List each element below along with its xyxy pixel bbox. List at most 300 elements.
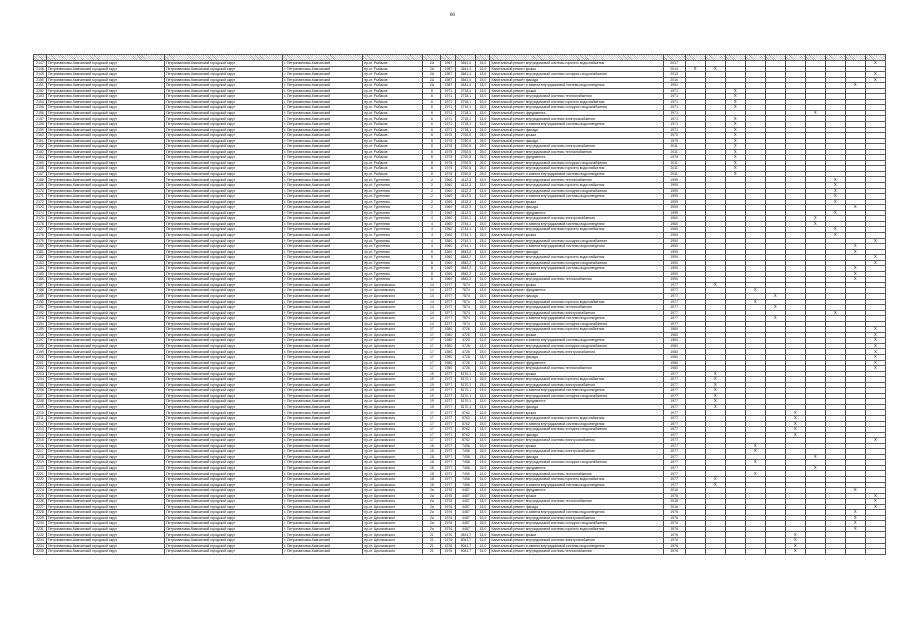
period-mark-cell: X [725, 149, 745, 155]
municipality-cell: Петропавловск-Камчатский городской округ [47, 127, 165, 133]
last-repair-year-cell: 1977 [663, 427, 685, 433]
period-mark-cell: X [725, 138, 745, 144]
period-mark-cell: X [725, 160, 745, 166]
house-number-cell: 21 [423, 543, 441, 549]
build-year-cell: 1975 [441, 166, 456, 172]
street-cell: пр-кт. Циолковского [363, 332, 423, 338]
wear-cell: 15,0 [476, 427, 490, 433]
municipality-cell: Петропавловск-Камчатский городской округ [47, 410, 165, 416]
area-cell: 4487 [456, 526, 476, 532]
period-mark-cell: X [705, 404, 725, 410]
settlement-cell: Петропавловск-Камчатский городской округ [165, 460, 283, 466]
repair-type-cell: Капитальный ремонт внутридомовой системы теплоснабжения [490, 366, 663, 372]
house-number-cell: 8 [423, 133, 441, 139]
wear-cell: 15,0 [476, 526, 490, 532]
locality-cell: г. Петропавловск-Камчатский [283, 460, 363, 466]
area-cell: 4726 [456, 360, 476, 366]
build-year-cell: 1976 [441, 538, 456, 544]
house-number-cell: 2а [423, 499, 441, 505]
municipality-cell: Петропавловск-Камчатский городской округ [47, 449, 165, 455]
row-number-cell: 2199 [34, 349, 47, 355]
area-cell: 2760,5 [456, 138, 476, 144]
build-year-cell: 1977 [441, 321, 456, 327]
build-year-cell: 1977 [441, 288, 456, 294]
build-year-cell: 1960 [441, 205, 456, 211]
street-cell: пр-кт. Рыбаков [363, 122, 423, 128]
municipality-cell: Петропавловск-Камчатский городской округ [47, 210, 165, 216]
row-number-cell: 2192 [34, 310, 47, 316]
area-cell: 8762 [456, 438, 476, 444]
row-number-cell: 2187 [34, 282, 47, 288]
repair-type-cell: Капитальный ремонт и замена внутридомовой системы водоотведения [490, 543, 663, 549]
settlement-cell: Петропавловск-Камчатский городской округ [165, 133, 283, 139]
area-cell: 7874 [456, 293, 476, 299]
locality-cell: г. Петропавловск-Камчатский [283, 526, 363, 532]
house-number-cell: 2а [423, 510, 441, 516]
row-number-cell: 2148 [34, 66, 47, 72]
area-cell: 2718,1 [456, 88, 476, 94]
row-number-cell: 2166 [34, 166, 47, 172]
row-number-cell: 2205 [34, 382, 47, 388]
last-repair-year-cell: 1977 [663, 293, 685, 299]
house-number-cell: 2А [423, 61, 441, 67]
municipality-cell: Петропавловск-Камчатский городской округ [47, 122, 165, 128]
locality-cell: г. Петропавловск-Камчатский [283, 166, 363, 172]
street-cell: пр-кт. Рыбаков [363, 99, 423, 105]
house-number-cell: 6 [423, 116, 441, 122]
wear-cell: 15,0 [476, 88, 490, 94]
house-number-cell: 4 [423, 221, 441, 227]
repair-type-cell: Капитальный ремонт внутридомовой системы холодного водоснабжения [490, 427, 663, 433]
row-number-cell: 2169 [34, 183, 47, 189]
area-cell: 4112,3 [456, 183, 476, 189]
repair-type-cell: Капитальный ремонт и замена внутридомовой системы водоотведения [490, 244, 663, 250]
house-number-cell: 6 [423, 122, 441, 128]
wear-cell: 15,0 [476, 305, 490, 311]
wear-cell: 15,0 [476, 488, 490, 494]
area-cell: 2744,1 [456, 244, 476, 250]
period-mark-cell: X [805, 221, 825, 227]
street-cell: пр-кт. Циолковского [363, 388, 423, 394]
build-year-cell: 1960 [441, 194, 456, 200]
area-cell: 4726 [456, 343, 476, 349]
row-number-cell: 2209 [34, 404, 47, 410]
wear-cell: 15,0 [476, 210, 490, 216]
repair-type-cell: Капитальный ремонт фасада [490, 205, 663, 211]
row-number-cell: 2164 [34, 155, 47, 161]
wear-cell: 15,0 [476, 482, 490, 488]
settlement-cell: Петропавловск-Камчатский городской округ [165, 194, 283, 200]
build-year-cell: 1976 [441, 493, 456, 499]
municipality-cell: Петропавловск-Камчатский городской округ [47, 438, 165, 444]
last-repair-year-cell: 1976 [663, 521, 685, 527]
locality-cell: г. Петропавловск-Камчатский [283, 377, 363, 383]
settlement-cell: Петропавловск-Камчатский городской округ [165, 538, 283, 544]
repair-type-cell: Капитальный ремонт внутридомовой системы электроснабжения [490, 216, 663, 222]
repair-type-cell: Капитальный ремонт внутридомовой системы горячего водоснабжения [490, 526, 663, 532]
area-cell: 2744,1 [456, 227, 476, 233]
settlement-cell: Петропавловск-Камчатский городской округ [165, 349, 283, 355]
municipality-cell: Петропавловск-Камчатский городской округ [47, 177, 165, 183]
last-repair-year-cell: 1975 [663, 155, 685, 161]
street-cell: пр-кт. Циолковского [363, 449, 423, 455]
period-mark-cell: X [745, 471, 765, 477]
area-cell: 2718,1 [456, 94, 476, 100]
settlement-cell: Петропавловск-Камчатский городской округ [165, 77, 283, 83]
repair-type-cell: Капитальный ремонт и замена внутридомовой системы водоотведения [490, 122, 663, 128]
last-repair-year-cell: 2011 [663, 149, 685, 155]
settlement-cell: Петропавловск-Камчатский городской округ [165, 210, 283, 216]
build-year-cell: 1977 [441, 305, 456, 311]
area-cell: 5170,1 [456, 388, 476, 394]
municipality-cell: Петропавловск-Камчатский городской округ [47, 432, 165, 438]
build-year-cell: 1971 [441, 127, 456, 133]
period-mark-cell: X [785, 432, 805, 438]
wear-cell: 15,0 [476, 288, 490, 294]
row-number-cell: 2186 [34, 277, 47, 283]
street-cell: пр-кт. Рыбаков [363, 83, 423, 89]
repair-type-cell: Капитальный ремонт внутридомовой системы холодного водоснабжения [490, 460, 663, 466]
area-cell: 3641,4 [456, 77, 476, 83]
repair-type-cell: Капитальный ремонт фундамента [490, 210, 663, 216]
repair-type-cell: Капитальный ремонт внутридомовой системы горячего водоснабжения [490, 227, 663, 233]
municipality-cell: Петропавловск-Камчатский городской округ [47, 421, 165, 427]
row-number-cell: 2230 [34, 521, 47, 527]
build-year-cell: 1977 [441, 388, 456, 394]
build-year-cell: 1975 [441, 155, 456, 161]
street-cell: пр-кт. Циолковского [363, 471, 423, 477]
settlement-cell: Петропавловск-Камчатский городской округ [165, 232, 283, 238]
page-number: 80 [450, 13, 455, 18]
street-cell: пр-кт. Рыбаков [363, 144, 423, 150]
last-repair-year-cell: 1977 [663, 460, 685, 466]
repair-type-cell: Капитальный ремонт крыши [490, 443, 663, 449]
repair-type-cell: Капитальный ремонт внутридомовой системы электроснабжения [490, 349, 663, 355]
street-cell: пр-кт. Циолковского [363, 460, 423, 466]
municipality-cell: Петропавловск-Камчатский городской округ [47, 288, 165, 294]
repair-type-cell: Капитальный ремонт крыши [490, 271, 663, 277]
locality-cell: г. Петропавловск-Камчатский [283, 510, 363, 516]
wear-cell: 15,0 [476, 77, 490, 83]
wear-cell: 15,0 [476, 83, 490, 89]
settlement-cell: Петропавловск-Камчатский городской округ [165, 299, 283, 305]
repair-type-cell: Капитальный ремонт внутридомовой системы электроснабжения [490, 144, 663, 150]
repair-type-cell: Капитальный ремонт и замена внутридомовой системы водоотведения [490, 510, 663, 516]
wear-cell: 25,0 [476, 155, 490, 161]
period-mark-cell: X [705, 66, 725, 72]
build-year-cell: 1975 [441, 160, 456, 166]
area-cell: 7874 [456, 321, 476, 327]
settlement-cell: Петропавловск-Камчатский городской округ [165, 66, 283, 72]
street-cell: пр-кт. Рыбаков [363, 105, 423, 111]
area-cell: 5041,7 [456, 538, 476, 544]
wear-cell: 15,0 [476, 238, 490, 244]
last-repair-year-cell: 1960 [663, 216, 685, 222]
street-cell: пр-кт. Рыбаков [363, 94, 423, 100]
municipality-cell: Петропавловск-Камчатский городской округ [47, 393, 165, 399]
build-year-cell: 1960 [441, 277, 456, 283]
street-cell: пр-кт. Рыбаков [363, 127, 423, 133]
locality-cell: г. Петропавловск-Камчатский [283, 144, 363, 150]
row-number-cell: 2150 [34, 77, 47, 83]
street-cell: пр-кт. Циолковского [363, 521, 423, 527]
street-cell: пр-кт. Циолковского [363, 327, 423, 333]
area-cell: 7456 [456, 454, 476, 460]
wear-cell: 15,0 [476, 110, 490, 116]
build-year-cell: 1977 [441, 449, 456, 455]
street-cell: пр-кт. Циолковского [363, 526, 423, 532]
row-number-cell: 2172 [34, 199, 47, 205]
build-year-cell: 1971 [441, 105, 456, 111]
last-repair-year-cell: 1990 [663, 260, 685, 266]
locality-cell: г. Петропавловск-Камчатский [283, 116, 363, 122]
build-year-cell: 1960 [441, 244, 456, 250]
house-number-cell: 14 [423, 282, 441, 288]
street-cell: пр-кт. Циолковского [363, 282, 423, 288]
row-number-cell: 2147 [34, 61, 47, 67]
row-number-cell: 2222 [34, 477, 47, 483]
municipality-cell: Петропавловск-Камчатский городской округ [47, 366, 165, 372]
settlement-cell: Петропавловск-Камчатский городской округ [165, 504, 283, 510]
row-number-cell: 2208 [34, 399, 47, 405]
row-number-cell: 2228 [34, 510, 47, 516]
municipality-cell: Петропавловск-Камчатский городской округ [47, 266, 165, 272]
locality-cell: г. Петропавловск-Камчатский [283, 327, 363, 333]
period-mark-cell [725, 549, 745, 555]
locality-cell: г. Петропавловск-Камчатский [283, 299, 363, 305]
period-mark-cell: X [845, 271, 865, 277]
locality-cell: г. Петропавловск-Камчатский [283, 133, 363, 139]
house-number-cell: 18 [423, 460, 441, 466]
house-number-cell: 8 [423, 160, 441, 166]
street-cell: пр-кт. Тургенева [363, 177, 423, 183]
wear-cell: 15,0 [476, 61, 490, 67]
municipality-cell: Петропавловск-Камчатский городской округ [47, 360, 165, 366]
wear-cell: 15,0 [476, 349, 490, 355]
area-cell: 4726 [456, 327, 476, 333]
locality-cell: г. Петропавловск-Камчатский [283, 238, 363, 244]
locality-cell: г. Петропавловск-Камчатский [283, 354, 363, 360]
row-number-cell: 2235 [34, 549, 47, 555]
municipality-cell: Петропавловск-Камчатский городской округ [47, 199, 165, 205]
locality-cell: г. Петропавловск-Камчатский [283, 316, 363, 322]
period-mark-cell: X [865, 349, 885, 355]
house-number-cell: 18 [423, 449, 441, 455]
last-repair-year-cell: 1977 [663, 382, 685, 388]
wear-cell: 15,0 [476, 277, 490, 283]
repair-type-cell: Капитальный ремонт внутридомовой системы горячего водоснабжения [490, 299, 663, 305]
repair-type-cell: Капитальный ремонт внутридомовой системы горячего водоснабжения [490, 327, 663, 333]
street-cell: пр-кт. Циолковского [363, 404, 423, 410]
wear-cell: 15,0 [476, 454, 490, 460]
period-mark-cell: X [825, 183, 845, 189]
last-repair-year-cell: 1971 [663, 105, 685, 111]
settlement-cell: Петропавловск-Камчатский городской округ [165, 238, 283, 244]
last-repair-year-cell: 1980 [663, 366, 685, 372]
last-repair-year-cell: 1977 [663, 321, 685, 327]
period-mark-cell: X [845, 266, 865, 272]
settlement-cell: Петропавловск-Камчатский городской округ [165, 166, 283, 172]
wear-cell: 15,0 [476, 443, 490, 449]
settlement-cell: Петропавловск-Камчатский городской округ [165, 199, 283, 205]
build-year-cell: 1977 [441, 427, 456, 433]
wear-cell: 25,0 [476, 138, 490, 144]
period-mark-cell: X [785, 427, 805, 433]
repair-type-cell: Капитальный ремонт фундамента [490, 288, 663, 294]
build-year-cell: 1960 [441, 271, 456, 277]
area-cell: 4112,3 [456, 210, 476, 216]
house-number-cell: 17 [423, 360, 441, 366]
house-number-cell: 18 [423, 482, 441, 488]
house-number-cell: 2 [423, 205, 441, 211]
municipality-cell: Петропавловск-Камчатский городской округ [47, 377, 165, 383]
settlement-cell: Петропавловск-Камчатский городской округ [165, 116, 283, 122]
locality-cell: г. Петропавловск-Камчатский [283, 421, 363, 427]
period-mark-cell: X [745, 460, 765, 466]
wear-cell: 15,0 [476, 260, 490, 266]
street-cell: пр-кт. Тургенева [363, 199, 423, 205]
area-cell: 5170,1 [456, 399, 476, 405]
locality-cell: г. Петропавловск-Камчатский [283, 127, 363, 133]
wear-cell: 15,0 [476, 94, 490, 100]
house-number-cell: 2а [423, 521, 441, 527]
wear-cell: 15,0 [476, 221, 490, 227]
period-mark-cell: X [845, 488, 865, 494]
municipality-cell: Петропавловск-Камчатский городской округ [47, 166, 165, 172]
last-repair-year-cell: 1977 [663, 410, 685, 416]
period-mark-cell: X [725, 127, 745, 133]
street-cell: пр-кт. Рыбаков [363, 72, 423, 78]
municipality-cell: Петропавловск-Камчатский городской округ [47, 477, 165, 483]
municipality-cell: Петропавловск-Камчатский городской округ [47, 105, 165, 111]
repair-type-cell: Капитальный ремонт внутридомовой системы теплоснабжения [490, 499, 663, 505]
house-number-cell: 2 [423, 183, 441, 189]
last-repair-year-cell: 1977 [663, 477, 685, 483]
build-year-cell: 1987 [441, 77, 456, 83]
period-mark-cell: X [825, 194, 845, 200]
repair-type-cell: Капитальный ремонт внутридомовой системы теплоснабжения [490, 471, 663, 477]
area-cell: 7874 [456, 299, 476, 305]
period-mark-cell: X [705, 393, 725, 399]
last-repair-year-cell: 2011 [663, 144, 685, 150]
municipality-cell: Петропавловск-Камчатский городской округ [47, 482, 165, 488]
last-repair-year-cell: 2011 [663, 171, 685, 177]
table-row [34, 549, 886, 555]
row-number-cell: 2203 [34, 371, 47, 377]
repair-type-cell: Капитальный ремонт фасада [490, 77, 663, 83]
last-repair-year-cell: 1990 [663, 271, 685, 277]
municipality-cell: Петропавловск-Камчатский городской округ [47, 343, 165, 349]
settlement-cell: Петропавловск-Камчатский городской округ [165, 443, 283, 449]
house-number-cell: 14 [423, 310, 441, 316]
repair-type-cell: Капитальный ремонт фасада [490, 432, 663, 438]
house-number-cell: 8 [423, 277, 441, 283]
period-mark-cell: X [825, 232, 845, 238]
house-number-cell: 2а [423, 504, 441, 510]
wear-cell: 15,0 [476, 188, 490, 194]
last-repair-year-cell: 1976 [663, 526, 685, 532]
street-cell: пр-кт. Тургенева [363, 188, 423, 194]
area-cell: 2760,5 [456, 171, 476, 177]
wear-cell: 15,0 [476, 183, 490, 189]
municipality-cell: Петропавловск-Камчатский городской округ [47, 116, 165, 122]
house-number-cell: 2А [423, 83, 441, 89]
row-number-cell: 2178 [34, 232, 47, 238]
municipality-cell: Петропавловск-Камчатский городской округ [47, 504, 165, 510]
settlement-cell: Петропавловск-Камчатский городской округ [165, 388, 283, 394]
repair-type-cell: Капитальный ремонт внутридомовой системы холодного водоснабжения [490, 393, 663, 399]
period-mark-cell: X [705, 371, 725, 377]
house-number-cell: 8 [423, 138, 441, 144]
street-cell: пр-кт. Тургенева [363, 238, 423, 244]
wear-cell: 15,0 [476, 255, 490, 261]
build-year-cell: 1971 [441, 99, 456, 105]
build-year-cell: 1977 [441, 293, 456, 299]
locality-cell: г. Петропавловск-Камчатский [283, 110, 363, 116]
street-cell: пр-кт. Циолковского [363, 482, 423, 488]
area-cell: 4112,3 [456, 194, 476, 200]
period-mark-cell: X [845, 83, 865, 89]
period-mark-cell: X [865, 327, 885, 333]
street-cell: пр-кт. Рыбаков [363, 88, 423, 94]
street-cell: пр-кт. Циолковского [363, 393, 423, 399]
locality-cell: г. Петропавловск-Камчатский [283, 194, 363, 200]
row-number-cell: 2179 [34, 238, 47, 244]
period-mark-cell: X [705, 477, 725, 483]
settlement-cell: Петропавловск-Камчатский городской округ [165, 354, 283, 360]
row-number-cell: 2170 [34, 188, 47, 194]
municipality-cell: Петропавловск-Камчатский городской округ [47, 327, 165, 333]
last-repair-year-cell: 1977 [663, 432, 685, 438]
house-number-cell: 17 [423, 410, 441, 416]
locality-cell: г. Петропавловск-Камчатский [283, 94, 363, 100]
wear-cell: 15,0 [476, 282, 490, 288]
last-repair-year-cell: 1999 [663, 194, 685, 200]
last-repair-year-cell: 2016 [663, 504, 685, 510]
settlement-cell: Петропавловск-Камчатский городской округ [165, 155, 283, 161]
house-number-cell: 6 [423, 94, 441, 100]
street-cell: пр-кт. Тургенева [363, 210, 423, 216]
wear-cell: 15,0 [476, 177, 490, 183]
locality-cell: г. Петропавловск-Камчатский [283, 293, 363, 299]
row-number-cell: 2193 [34, 316, 47, 322]
area-cell: 4112,3 [456, 205, 476, 211]
area-cell: 4487 [456, 488, 476, 494]
wear-cell: 15,0 [476, 549, 490, 555]
build-year-cell: 1987 [441, 72, 456, 78]
house-number-cell: 8 [423, 144, 441, 150]
period-mark-cell: X [745, 299, 765, 305]
locality-cell: г. Петропавловск-Камчатский [283, 371, 363, 377]
period-mark-cell: X [805, 454, 825, 460]
municipality-cell: Петропавловск-Камчатский городской округ [47, 521, 165, 527]
locality-cell: г. Петропавловск-Камчатский [283, 438, 363, 444]
build-year-cell: 1980 [441, 338, 456, 344]
settlement-cell: Петропавловск-Камчатский городской округ [165, 327, 283, 333]
repair-type-cell: Капитальный ремонт крыши [490, 410, 663, 416]
last-repair-year-cell: 2018 [663, 499, 685, 505]
period-mark-cell: X [845, 515, 865, 521]
period-mark-cell: X [865, 238, 885, 244]
house-number-cell: 21 [423, 549, 441, 555]
settlement-cell: Петропавловск-Камчатский городской округ [165, 227, 283, 233]
last-repair-year-cell: 1990 [663, 238, 685, 244]
wear-cell: 15,0 [476, 194, 490, 200]
house-number-cell: 6 [423, 88, 441, 94]
build-year-cell: 1960 [441, 255, 456, 261]
last-repair-year-cell: 1976 [663, 493, 685, 499]
row-number-cell: 2195 [34, 327, 47, 333]
